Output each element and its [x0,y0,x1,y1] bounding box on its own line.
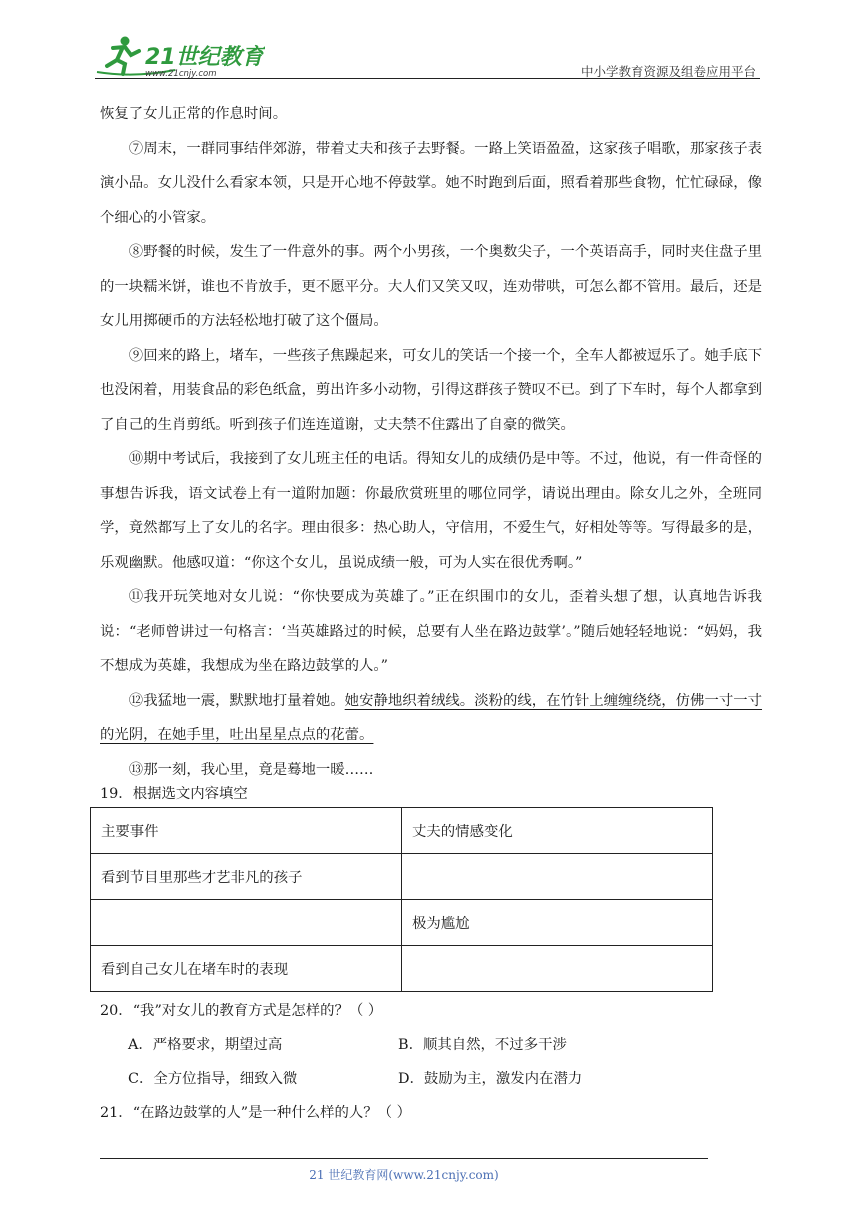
table-cell: 丈夫的情感变化 [402,808,713,854]
passage-paragraph: ⑧野餐的时候，发生了一件意外的事。两个小男孩，一个奥数尖子，一个英语高手，同时夹住盘子里的一块糯米饼，谁也不肯放手，更不愿平分。大人们又笑又叹，连劝带哄，可怎么都不管用。最后，还是女儿用掷硬币的方法轻松地打破了这个僵局。 [100,244,762,329]
header-divider [95,78,760,79]
table-cell: 极为尴尬 [402,900,713,946]
table-row [91,900,713,946]
question-20-title: 20．“我”对女儿的教育方式是怎样的？（ ） [100,1003,383,1019]
page-header [95,30,760,82]
option-c[interactable]: C．全方位指导，细致入微 [128,1071,298,1087]
svg-text:www.21cnjy.com: www.21cnjy.com [145,69,217,78]
answer-blank-cell[interactable] [402,854,713,900]
passage-paragraph-12 [100,684,762,753]
table-row [91,808,713,854]
site-logo [95,34,265,78]
passage [100,100,762,787]
passage-paragraph: ⑦周末，一群同事结伴郊游，带着丈夫和孩子去野餐。一路上笑语盈盈，这家孩子唱歌，那家孩子表演小品。女儿没什么看家本领，只是开心地不停鼓掌。她不时跑到后面，照看着那些食物，忙忙碌碌，像个细心的小管家。 [100,140,762,226]
table-row [91,854,713,900]
answer-blank-cell[interactable] [402,946,713,992]
table-cell: 看到自己女儿在堵车时的表现 [91,946,402,992]
question-21-title: 21．“在路边鼓掌的人”是一种什么样的人？（ ） [100,1105,412,1121]
question-19-title: 19．根据选文内容填空 [100,786,248,802]
underlined-sentence: 她安静地织着绒线。淡粉的线，在竹针上缠缠绕绕，仿佛一寸一寸的光阴，在她手里，吐出星星点点的花蕾。 [100,692,763,743]
passage-paragraph: ⑪我开玩笑地对女儿说：“你快要成为英雄了。”正在织围巾的女儿，歪着头想了想，认真地告诉我说：“老师曾讲过一句格言：‘当英雄路过的时候，总要有人坐在路边鼓掌’。”随后她轻轻地说：“妈妈，我不想成为英雄，我想成为坐在路边鼓掌的人。” [100,589,762,674]
table-cell: 主要事件 [91,808,402,854]
footer-source[interactable]: 21 世纪教育网(www.21cnjy.com) [309,1168,499,1182]
paragraph-12-text: ⑫我猛地一震，默默地打量着她。 [128,692,345,709]
passage-paragraph: ⑨回来的路上，堵车，一些孩子焦躁起来，可女儿的笑话一个接一个，全车人都被逗乐了。她手底下也没闲着，用装食品的彩色纸盒，剪出许多小动物，引得这群孩子赞叹不已。到了下车时，每个人都拿到了自己的生肖剪纸。听到孩子们连连道谢，丈夫禁不住露出了自豪的微笑。 [100,347,762,433]
answer-blank-cell[interactable] [91,900,402,946]
svg-text:21世纪教育: 21世纪教育 [145,45,264,70]
table-row [91,946,713,992]
fill-in-table [90,807,713,992]
table-cell: 看到节目里那些才艺非凡的孩子 [91,854,402,900]
passage-paragraph: ⑩期中考试后，我接到了女儿班主任的电话。得知女儿的成绩仍是中等。不过，他说，有一件奇怪的事想告诉我，语文试卷上有一道附加题：你最欣赏班里的哪位同学，请说出理由。除女儿之外，全班同学，竟然都写上了女儿的名字。理由很多：热心助人，守信用，不爱生气，好相处等等。写得最多的是，乐观幽默。他感叹道：“你这个女儿，虽说成绩一般，可为人实在很优秀啊。” [100,451,762,571]
option-b[interactable]: B．顺其自然，不过多干涉 [398,1037,567,1053]
passage-paragraph: 恢复了女儿正常的作息时间。 [100,106,288,122]
option-d[interactable]: D．鼓励为主，激发内在潜力 [398,1071,583,1087]
footer-divider [100,1158,708,1159]
platform-name: 中小学教育资源及组卷应用平台 [580,64,756,79]
option-a[interactable]: A．严格要求，期望过高 [128,1037,283,1053]
passage-paragraph-13: ⑬那一刻，我心里，竟是蓦地一暖…… [128,761,374,778]
